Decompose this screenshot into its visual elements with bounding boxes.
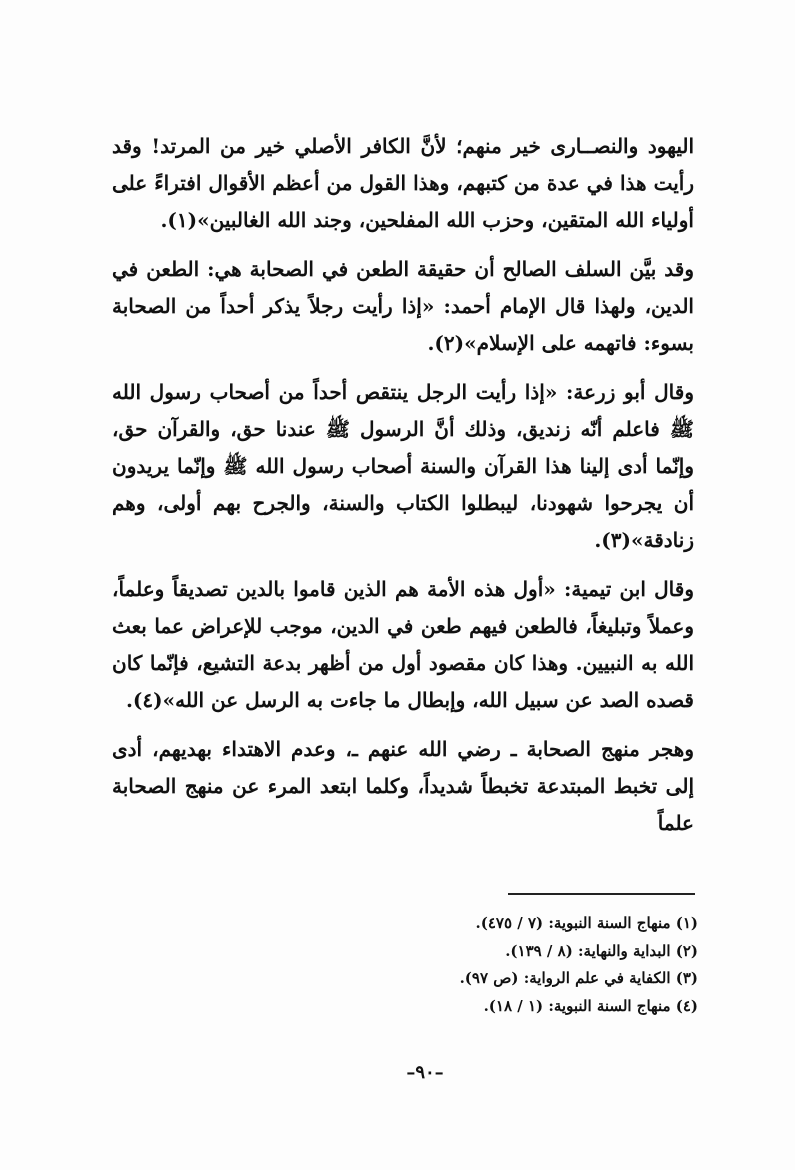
paragraph-5: وهجر منهج الصحابة ـ رضي الله عنهم ـ، وعدم الاهتداء بهديهم، أدى إلى تخبط المبتدعة تخبطاً شديداً، وكلما ابتعد المرء عن منهج الصحابة علماً: [112, 737, 694, 835]
footnote-4: (٤) منهاج السنة النبوية: (١ / ١٨).: [483, 996, 698, 1015]
paragraph-3: وقال أبو زرعة: «إذا رأيت الرجل ينتقص أحداً من أصحاب رسول الله ﷺ فاعلم أنّه زنديق، وذلك أنَّ الرسول ﷺ عندنا حق، والقرآن حق، وإنّما أدى إلينا هذا القرآن والسنة أصحاب رسول الله ﷺ وإنّما يريدون أن يجرحوا شهودنا، ليبطلوا الكتاب والسنة، والجرح بهم أولى، وهم زنادقة»(٣).: [112, 380, 694, 552]
paragraph-1: اليهود والنصــارى خير منهم؛ لأنَّ الكافر الأصلي خير من المرتد! وقد رأيت هذا في عدة من كتبهم، وهذا القول من أعظم الأقوال افتراءً على أولياء الله المتقين، وحزب الله المفلحين، وجند الله الغالبين»(١).: [112, 134, 695, 232]
footnote-divider: [508, 893, 695, 895]
paragraph-4: وقال ابن تيمية: «أول هذه الأمة هم الذين قاموا بالدين تصديقاً وعلماً، وعملاً وتبليغاً، فالطعن فيهم طعن في الدين، موجب للإعراض عما بعث الله به النبيين. وهذا كان مقصود أول من أظهر بدعة التشيع، فإنّما كان قصده الصد عن سبيل الله، وإبطال ما جاءت به الرسل عن الله»(٤).: [112, 577, 694, 712]
main-text: [112, 128, 694, 854]
paragraph-2: وقد بيَّن السلف الصالح أن حقيقة الطعن في الصحابة هي: الطعن في الدين، ولهذا قال الإمام أحمد: «إذا رأيت رجلاً يذكر أحداً من الصحابة بسوء: فاتهمه على الإسلام»(٢).: [112, 257, 694, 355]
footnote-3: (٣) الكفاية في علم الرواية: (ص ٩٧).: [459, 969, 698, 987]
page-number: –٩٠–: [406, 1062, 444, 1083]
footnote-2: (٢) البداية والنهاية: (٨ / ١٣٩).: [505, 941, 698, 960]
footnotes: [298, 910, 698, 1020]
footnote-1: (١) منهاج السنة النبوية: (٧ / ٤٧٥).: [475, 914, 698, 932]
